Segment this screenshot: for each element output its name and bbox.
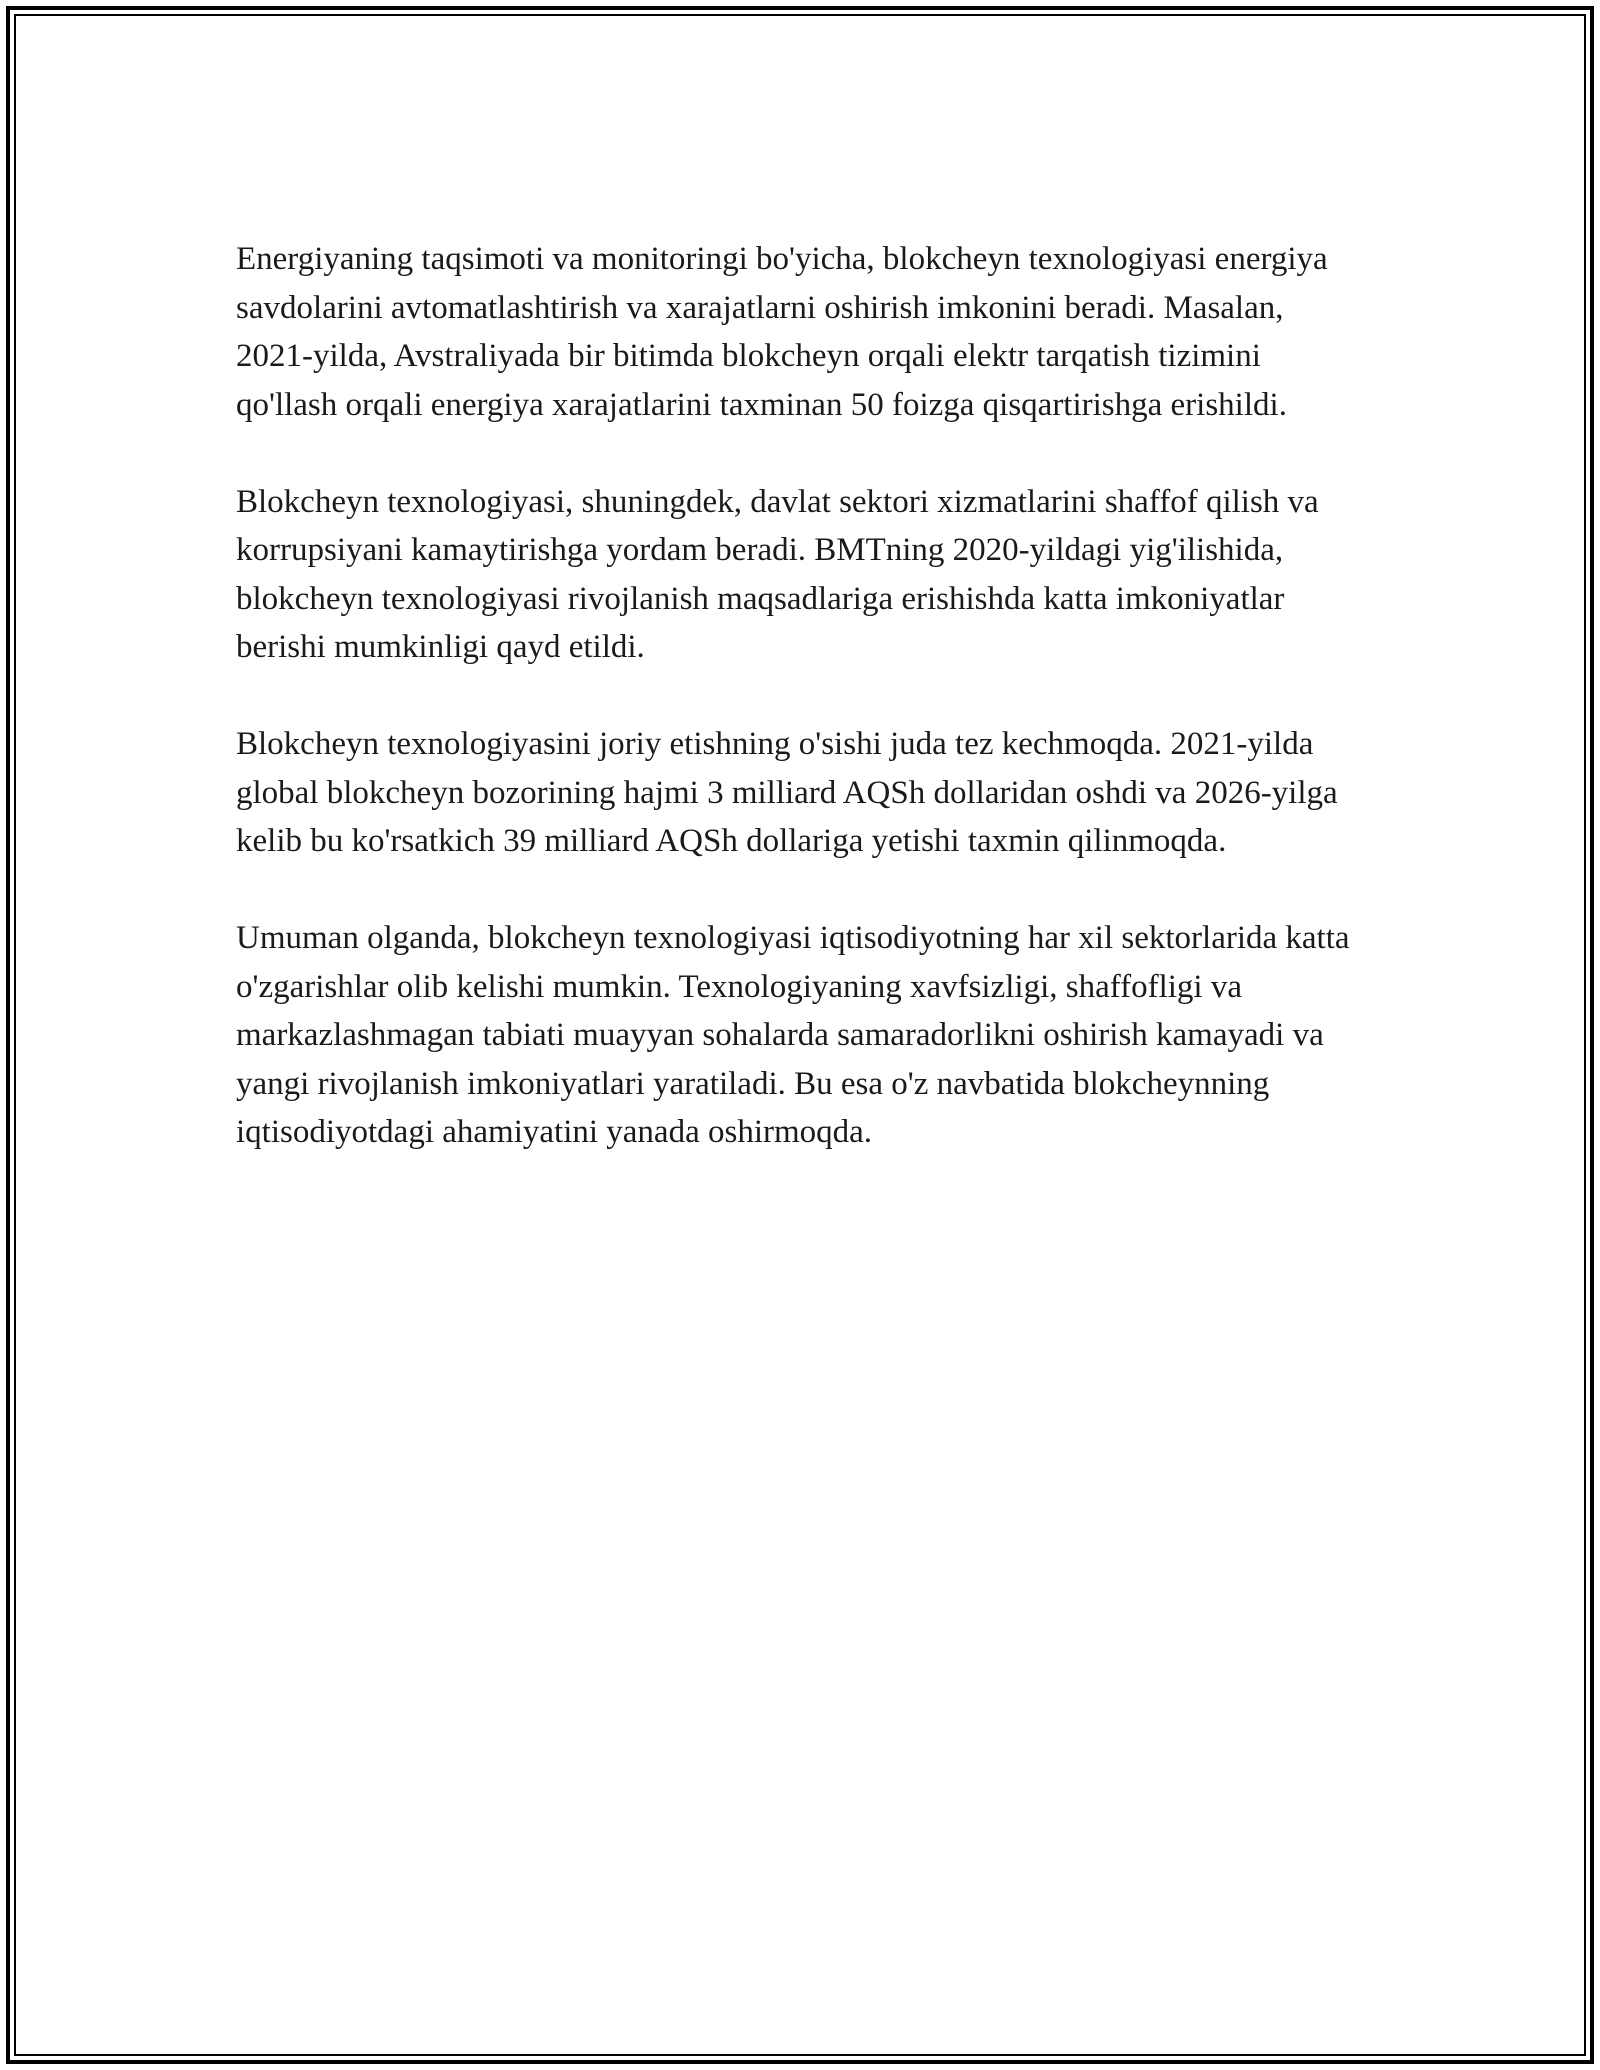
paragraph-public-sector: Blokcheyn texnologiyasi, shuningdek, davlat sektori xizmatlarini shaffof qilish va korrupsiyani kamaytirishga yordam beradi. BMTning 2020-yildagi yig'ilishida, blokcheyn texnologiyasi rivojlanish maqsadlariga erishishda katta imkoniyatlar berishi mumkinligi qayd etildi. [236, 483, 1319, 665]
document-body [236, 235, 1366, 1205]
paragraph-market-growth: Blokcheyn texnologiyasini joriy etishning o'sishi juda tez kechmoqda. 2021-yilda global blokcheyn bozorining hajmi 3 milliard AQSh dollaridan oshdi va 2026-yilga kelib bu ko'rsatkich 39 milliard AQSh dollariga yetishi taxmin qilinmoqda. [236, 726, 1338, 859]
paragraph-energy-distribution: Energiyaning taqsimoti va monitoringi bo'yicha, blokcheyn texnologiyasi energiya savdolarini avtomatlashtirish va xarajatlarni oshirish imkonini beradi. Masalan, 2021-yilda, Avstraliyada bir bitimda blokcheyn orqali elektr tarqatish tizimini qo'llash orqali energiya xarajatlarini taxminan 50 foizga qisqartirishga erishildi. [236, 241, 1328, 423]
paragraph-conclusion: Umuman olganda, blokcheyn texnologiyasi iqtisodiyotning har xil sektorlarida katta o'zgarishlar olib kelishi mumkin. Texnologiyaning xavfsizligi, shaffofligi va markazlashmagan tabiati muayyan sohalarda samaradorlikni oshirish kamayadi va yangi rivojlanish imkoniyatlari yaratiladi. Bu esa o'z navbatida blokcheynning iqtisodiyotdagi ahamiyatini yanada oshirmoqda. [236, 920, 1350, 1150]
